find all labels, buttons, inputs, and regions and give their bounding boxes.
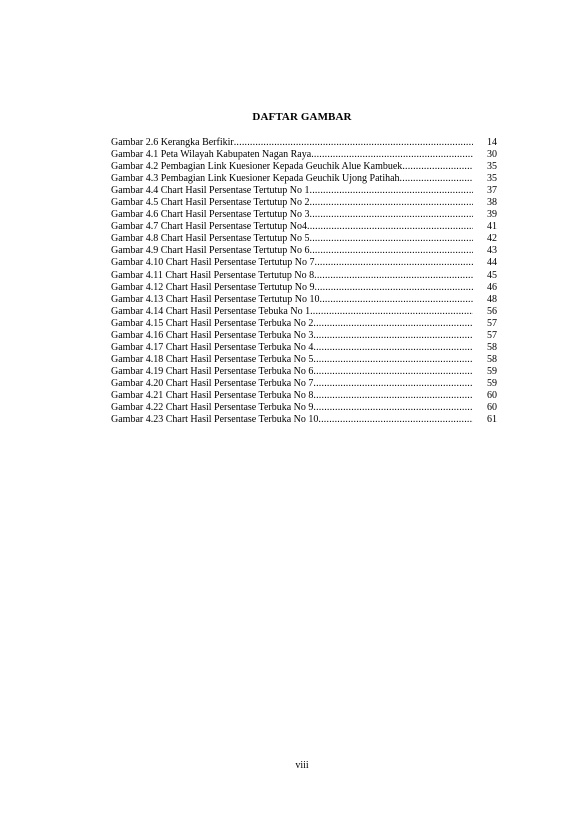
toc-entry-label: Gambar 4.21 Chart Hasil Persentase Terbuka No 8 <box>111 389 314 401</box>
toc-entry[interactable] <box>111 137 497 149</box>
toc-entry-page: 39 <box>487 209 497 221</box>
toc-entry-label: Gambar 4.16 Chart Hasil Persentase Terbuka No 3 <box>111 329 314 341</box>
toc-entry-label: Gambar 4.4 Chart Hasil Persentase Tertutup No 1 <box>111 185 310 197</box>
toc-entry-label: Gambar 4.5 Chart Hasil Persentase Tertutup No 2 <box>111 197 310 209</box>
toc-entry-page: 60 <box>487 402 497 414</box>
toc-entry-page: 45 <box>487 269 497 281</box>
toc-entry[interactable] <box>111 270 497 282</box>
toc-entry-page: 48 <box>487 293 497 305</box>
toc-entry-page: 37 <box>487 185 497 197</box>
toc-entry-label: Gambar 4.12 Chart Hasil Persentase Tertutup No 9 <box>111 281 315 293</box>
dot-leader <box>310 209 473 221</box>
toc-entry[interactable] <box>111 282 497 294</box>
dot-leader <box>310 306 473 318</box>
dot-leader <box>400 173 473 185</box>
toc-entry[interactable] <box>111 257 497 269</box>
dot-leader <box>313 342 473 354</box>
toc-entry-page: 61 <box>487 414 497 426</box>
toc-entry[interactable] <box>111 306 497 318</box>
toc-entry-page: 58 <box>487 341 497 353</box>
dot-leader <box>313 402 473 414</box>
toc-entry-label: Gambar 2.6 Kerangka Berfikir <box>111 137 234 148</box>
toc-entry-label: Gambar 4.23 Chart Hasil Persentase Terbuka No 10 <box>111 414 319 426</box>
toc-entry-page: 57 <box>487 317 497 329</box>
toc-entry[interactable] <box>111 330 497 342</box>
toc-entry-label: Gambar 4.10 Chart Hasil Persentase Tertutup No 7 <box>111 257 315 269</box>
toc-entry[interactable] <box>111 378 497 390</box>
toc-entry-label: Gambar 4.19 Chart Hasil Persentase Terbuka No 6 <box>111 365 314 377</box>
toc-entry-label: Gambar 4.17 Chart Hasil Persentase Terbuka No 4 <box>111 341 314 353</box>
toc-entry-label: Gambar 4.14 Chart Hasil Persentase Tebuka No 1 <box>111 305 311 317</box>
page-number: viii <box>295 760 309 771</box>
toc-entry-page: 56 <box>487 305 497 317</box>
dot-leader <box>313 318 473 330</box>
toc-entry-page: 59 <box>487 365 497 377</box>
toc-entry[interactable] <box>111 414 497 426</box>
page-title: DAFTAR GAMBAR <box>252 111 352 123</box>
toc-entry[interactable] <box>111 221 497 233</box>
dot-leader <box>313 366 473 378</box>
toc-entry-label: Gambar 4.18 Chart Hasil Persentase Terbuka No 5 <box>111 353 314 365</box>
toc-entry-page: 59 <box>487 377 497 389</box>
toc-entry-page: 14 <box>487 137 497 148</box>
dot-leader <box>314 270 473 282</box>
toc-entry-page: 35 <box>487 161 497 173</box>
toc-entry[interactable] <box>111 402 497 414</box>
toc-entry[interactable] <box>111 233 497 245</box>
toc-entry[interactable] <box>111 354 497 366</box>
toc-entry-label: Gambar 4.8 Chart Hasil Persentase Tertutup No 5 <box>111 233 310 245</box>
toc-entry[interactable] <box>111 185 497 197</box>
toc-entry-label: Gambar 4.22 Chart Hasil Persentase Terbuka No 9 <box>111 402 314 414</box>
toc-entry-page: 46 <box>487 281 497 293</box>
toc-entry-page: 44 <box>487 257 497 269</box>
toc-entry-page: 30 <box>487 149 497 161</box>
toc-entry[interactable] <box>111 366 497 378</box>
toc-entry-page: 41 <box>487 221 497 233</box>
dot-leader <box>313 354 473 366</box>
toc-entry-label: Gambar 4.3 Pembagian Link Kuesioner Kepada Geuchik Ujong Patihah <box>111 173 400 185</box>
toc-entry-page: 43 <box>487 245 497 257</box>
dot-leader <box>310 233 473 245</box>
dot-leader <box>310 185 473 197</box>
toc-entry-label: Gambar 4.1 Peta Wilayah Kabupaten Nagan Raya <box>111 149 312 161</box>
toc-entry-page: 57 <box>487 329 497 341</box>
dot-leader <box>234 137 473 149</box>
dot-leader <box>311 149 473 161</box>
dot-leader <box>313 390 473 402</box>
toc-entry-label: Gambar 4.6 Chart Hasil Persentase Tertutup No 3 <box>111 209 310 221</box>
toc-entry-page: 38 <box>487 197 497 209</box>
toc-entry[interactable] <box>111 342 497 354</box>
dot-leader <box>315 282 473 294</box>
toc-entry-label: Gambar 4.11 Chart Hasil Persentase Tertutup No 8 <box>111 269 315 281</box>
toc-entry[interactable] <box>111 197 497 209</box>
toc-entry[interactable] <box>111 173 497 185</box>
dot-leader <box>307 221 473 233</box>
toc-entry[interactable] <box>111 318 497 330</box>
toc-entry-label: Gambar 4.9 Chart Hasil Persentase Tertutup No 6 <box>111 245 310 257</box>
dot-leader <box>310 197 473 209</box>
toc-entry-page: 35 <box>487 173 497 185</box>
toc-entry-label: Gambar 4.13 Chart Hasil Persentase Tertutup No 10 <box>111 293 320 305</box>
dot-leader <box>313 330 473 342</box>
list-of-figures <box>111 137 497 426</box>
toc-entry[interactable] <box>111 149 497 161</box>
toc-entry-page: 58 <box>487 353 497 365</box>
toc-entry[interactable] <box>111 209 497 221</box>
toc-entry[interactable] <box>111 294 497 306</box>
toc-entry-page: 60 <box>487 389 497 401</box>
dot-leader <box>402 161 473 173</box>
toc-entry-label: Gambar 4.15 Chart Hasil Persentase Terbuka No 2 <box>111 317 314 329</box>
toc-entry[interactable] <box>111 245 497 257</box>
toc-entry-label: Gambar 4.7 Chart Hasil Persentase Tertutup No4 <box>111 221 308 233</box>
toc-entry-label: Gambar 4.20 Chart Hasil Persentase Terbuka No 7 <box>111 377 314 389</box>
toc-entry-page: 42 <box>487 233 497 245</box>
dot-leader <box>320 294 473 306</box>
toc-entry[interactable] <box>111 390 497 402</box>
toc-entry[interactable] <box>111 161 497 173</box>
dot-leader <box>310 245 473 257</box>
dot-leader <box>315 257 473 269</box>
dot-leader <box>318 414 473 426</box>
toc-entry-label: Gambar 4.2 Pembagian Link Kuesioner Kepada Geuchik Alue Kambuek <box>111 161 403 173</box>
dot-leader <box>313 378 473 390</box>
